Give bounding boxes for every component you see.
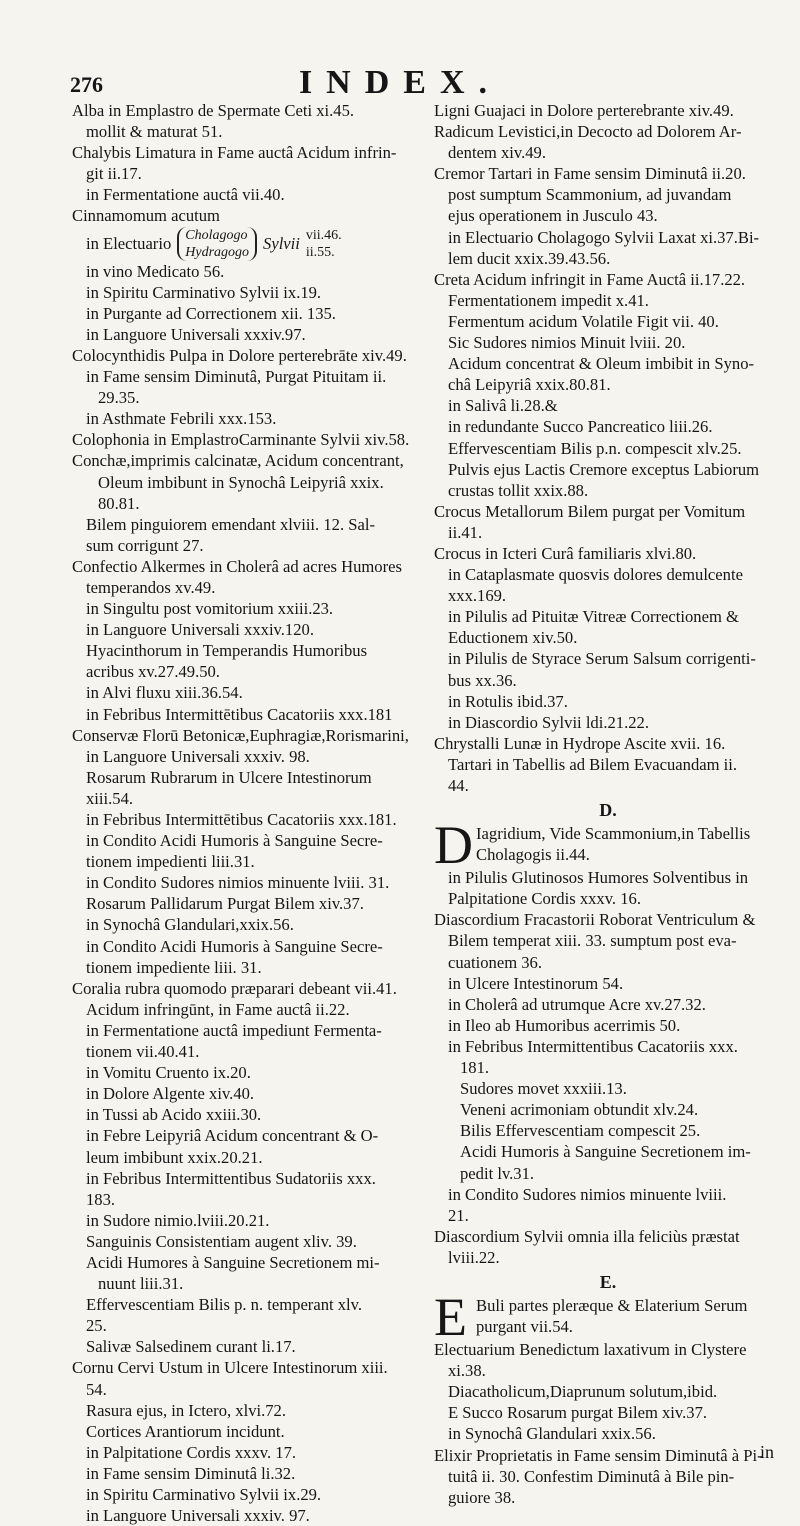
index-line: Electuarium Benedictum laxativum in Clystere [434, 1340, 747, 1360]
index-line: in Synochâ Glandulari,xxix.56. [86, 915, 294, 935]
index-line: Bilem temperat xiii. 33. sumptum post eva- [448, 931, 737, 951]
index-line: in Diascordio Sylvii ldi.21.22. [448, 712, 649, 732]
index-line: Bilem pinguiorem emendant xlviii. 12. Sal- [86, 514, 375, 534]
index-line: Confectio Alkermes in Cholerâ ad acres Humores [72, 556, 402, 576]
index-line: mollit & maturat 51. [86, 122, 223, 142]
index-line: purgant vii.54. [476, 1317, 573, 1337]
drop-cap-entry-e [434, 1287, 782, 1348]
index-line: in Electuario Cholagogo Sylvii Laxat xi.37.Bi- [448, 227, 760, 247]
brace-entry [72, 227, 424, 261]
index-line: in Condito Acidi Humoris à Sanguine Secre- [86, 936, 383, 956]
index-line: lem ducit xxix.39.43.56. [448, 248, 611, 268]
index-line: Rosarum Rubrarum in Ulcere Intestinorum [86, 767, 372, 787]
index-line: in Dolore Algente xiv.40. [86, 1084, 255, 1104]
catchword: in [759, 1442, 774, 1462]
index-line: git ii.17. [86, 164, 142, 184]
index-line: Crocus in Icteri Curâ familiaris xlvi.80. [434, 543, 697, 563]
index-line: nuunt liii.31. [98, 1274, 184, 1294]
index-line: acribus xv.27.49.50. [86, 662, 220, 682]
index-line: Veneni acrimoniam obtundit xlv.24. [460, 1100, 699, 1120]
index-line: Chrystalli Lunæ in Hydrope Ascite xvii. 16. [434, 733, 726, 753]
index-line: in Fame sensim Diminutâ, Purgat Pituitam ii. [86, 367, 387, 387]
index-line: Tartari in Tabellis ad Bilem Evacuandam ii. [448, 754, 738, 774]
index-line: in Salivâ li.28.& [448, 396, 558, 416]
index-line: 80.81. [98, 493, 140, 513]
index-line: Diascordium Sylvii omnia illa feliciùs præstat [434, 1226, 740, 1246]
index-line: in Febribus Intermittentibus Cacatoriis xxx. [448, 1036, 738, 1056]
index-line: in Pilulis ad Pituitæ Vitreæ Correctionem & [448, 607, 739, 627]
index-line: in Fermentatione auctâ vii.40. [86, 185, 285, 205]
index-line: Colocynthidis Pulpa in Dolore perterebrāte xiv.49. [72, 345, 407, 365]
index-line: Rosarum Pallidarum Purgat Bilem xiv.37. [86, 894, 364, 914]
index-line: in Febribus Intermittētibus Cacatoriis xxx.181 [86, 704, 393, 724]
index-line: Hyacinthorum in Temperandis Humoribus [86, 641, 368, 661]
index-line: in Pilulis de Styrace Serum Salsum corrigenti- [448, 649, 756, 669]
index-line: xxx.169. [448, 586, 507, 606]
index-line: in Ileo ab Humoribus acerrimis 50. [448, 1015, 681, 1035]
index-line: Bilis Effervescentiam compescit 25. [460, 1121, 701, 1141]
index-line: in Pilulis Glutinosos Humores Solventibus in [448, 868, 749, 888]
index-line: in Fermentatione auctâ impediunt Fermenta- [86, 1020, 382, 1040]
index-line: in Languore Universali xxxiv.97. [86, 324, 306, 344]
index-line: Effervescentiam Bilis p.n. compescit xlv.25. [448, 438, 742, 458]
index-line: Oleum imbibunt in Synochâ Leipyriâ xxix. [98, 472, 384, 492]
index-line: Chalybis Limatura in Fame auctâ Acidum infrin- [72, 143, 397, 163]
index-line: in Febre Leipyriâ Acidum concentrant & O- [86, 1126, 379, 1146]
index-line: Rasura ejus, in Ictero, xlvi.72. [86, 1400, 287, 1420]
left-column [72, 100, 424, 1526]
index-line: 181. [460, 1058, 490, 1078]
index-line: Cholagogis ii.44. [476, 845, 590, 865]
index-line: Fermentum acidum Volatile Figit vii. 40. [448, 311, 719, 331]
index-line: tuitâ ii. 30. Confestim Diminutâ à Bile pin- [448, 1466, 735, 1486]
index-line: Acidi Humoris à Sanguine Secretionem im- [460, 1142, 751, 1162]
index-line: in Condito Acidi Humoris à Sanguine Secre- [86, 831, 383, 851]
index-line: leum imbibunt xxix.20.21. [86, 1147, 263, 1167]
brace-value: ii.55. [305, 244, 335, 260]
brace-lead: in Electuario [86, 234, 172, 254]
index-line: Sanguinis Consistentiam augent xliv. 39. [86, 1231, 357, 1251]
index-line: in Synochâ Glandulari xxix.56. [448, 1424, 656, 1444]
index-line: in Palpitatione Cordis xxxv. 17. [86, 1442, 297, 1462]
brace-item: Cholagogo [185, 227, 248, 243]
index-line: in Condito Sudores nimios minuente lviii. 31. [86, 873, 390, 893]
index-line: in Cataplasmate quosvis dolores demulcente [448, 565, 743, 585]
index-line: Diascordium Fracastorii Roborat Ventriculum & [434, 910, 756, 930]
brace-item: Hydragogo [185, 244, 250, 260]
index-line: Fermentationem impedit x.41. [448, 290, 649, 310]
index-line: in Cholerâ ad utrumque Acre xv.27.32. [448, 994, 706, 1014]
index-line: Elixir Proprietatis in Fame sensim Diminutâ à Pi- [434, 1445, 763, 1465]
index-line: Salivæ Salsedinem curant li.17. [86, 1337, 296, 1357]
index-line: Pulvis ejus Lactis Cremore exceptus Labiorum [448, 459, 760, 479]
index-line: ii.41. [448, 522, 483, 542]
index-line: 54. [86, 1379, 107, 1399]
index-line: tionem vii.40.41. [86, 1042, 200, 1062]
index-line: in Purgante ad Correctionem xii. 135. [86, 303, 336, 323]
index-line: Effervescentiam Bilis p. n. temperant xlv. [86, 1295, 363, 1315]
index-line: guiore 38. [448, 1487, 516, 1507]
index-line: in Languore Universali xxxiv.120. [86, 620, 314, 640]
index-line: bus xx.36. [448, 670, 517, 690]
index-line: Diacatholicum,Diaprunum solutum,ibid. [448, 1382, 718, 1402]
index-line: xiii.54. [86, 788, 134, 808]
index-line: in Condito Sudores nimios minuente lviii. [448, 1184, 727, 1204]
index-line: Palpitatione Cordis xxxv. 16. [448, 889, 641, 909]
index-line: Acidi Humores à Sanguine Secretionem mi- [86, 1252, 380, 1272]
index-line: dentem xiv.49. [448, 143, 547, 163]
index-line: ejus operationem in Jusculo 43. [448, 206, 658, 226]
index-line: in Febribus Intermittētibus Cacatoriis xxx.181. [86, 810, 397, 829]
index-line: 44. [448, 776, 469, 795]
index-line: Radicum Levistici,in Decocto ad Dolorem Ar- [434, 122, 742, 142]
index-line: crustas tollit xxix.88. [448, 480, 589, 500]
index-line: Alba in Emplastro de Spermate Ceti xi.45. [72, 101, 355, 120]
index-line: in Rotulis ibid.37. [448, 691, 568, 711]
index-line: in Languore Universali xxxiv. 98. [86, 746, 310, 766]
right-column [434, 100, 782, 1508]
index-line: Conchæ,imprimis calcinatæ, Acidum concentrant, [72, 451, 404, 471]
index-line: 29.35. [98, 388, 140, 408]
brace-author: Sylvii [263, 234, 300, 254]
index-line: Coralia rubra quomodo præparari debeant vii.41. [72, 978, 397, 998]
index-line: in Fame sensim Diminutâ li.32. [86, 1463, 296, 1483]
index-line: in redundante Succo Pancreatico liii.26. [448, 417, 713, 437]
brace-value: vii.46. [305, 227, 342, 243]
index-line: Cortices Arantiorum incidunt. [86, 1421, 285, 1441]
section-heading-e: E. [599, 1271, 617, 1292]
index-line: 21. [448, 1205, 469, 1225]
brace-values [306, 227, 342, 261]
drop-cap: E [434, 1287, 467, 1348]
index-line: Acidum concentrat & Oleum imbibit in Syno- [448, 354, 755, 374]
index-line: in Asthmate Febrili xxx.153. [86, 409, 277, 429]
index-line: Iagridium, Vide Scammonium,in Tabellis [476, 824, 751, 844]
index-line: Cremor Tartari in Fame sensim Diminutâ ii.20. [434, 164, 746, 184]
index-line: Conservæ Florū Betonicæ,Euphragiæ,Rorismarini, [72, 725, 409, 745]
index-line: Cinnamomum acutum [72, 206, 220, 226]
drop-cap-entry-d [434, 815, 782, 876]
index-line: in Languore Universali xxxiv. 97. [86, 1506, 310, 1526]
index-line: in Spiritu Carminativo Sylvii ix.29. [86, 1485, 322, 1504]
index-line: Sudores movet xxxiii.13. [460, 1079, 627, 1099]
page-number: 276 [70, 72, 103, 97]
index-line: E Succo Rosarum purgat Bilem xiv.37. [448, 1403, 708, 1423]
drop-cap: D [434, 815, 473, 876]
index-line: Creta Acidum infringit in Fame Auctâ ii.17.22. [434, 269, 746, 289]
index-line: Ligni Guajaci in Dolore perterebrante xiv.49. [434, 101, 734, 120]
index-line: in Ulcere Intestinorum 54. [448, 973, 624, 993]
index-line: Acidum infringūnt, in Fame auctâ ii.22. [86, 999, 350, 1019]
index-line: in Febribus Intermittentibus Sudatoriis xxx. [86, 1168, 376, 1188]
index-line: post sumptum Scammonium, ad juvandam [448, 185, 732, 205]
index-line: in Sudore nimio.lviii.20.21. [86, 1210, 270, 1230]
index-line: châ Leipyriâ xxix.80.81. [448, 375, 611, 395]
index-line: tionem impedienti liii.31. [86, 852, 255, 872]
index-line: tionem impediente liii. 31. [86, 957, 262, 977]
index-line: Buli partes pleræque & Elaterium Serum [476, 1296, 748, 1316]
index-line: lviii.22. [448, 1247, 500, 1267]
index-line: Eductionem xiv.50. [448, 628, 578, 648]
index-line: 25. [86, 1316, 107, 1336]
index-line: xi.38. [448, 1361, 486, 1381]
index-line: cuationem 36. [448, 952, 543, 972]
index-line: 183. [86, 1189, 116, 1209]
index-line: temperandos xv.49. [86, 577, 216, 597]
index-line: in Alvi fluxu xiii.36.54. [86, 683, 243, 703]
index-line: in vino Medicato 56. [86, 261, 225, 281]
running-head: INDEX. [298, 64, 502, 101]
brace-items [177, 227, 257, 261]
section-heading-d: D. [599, 800, 617, 821]
index-line: pedit lv.31. [460, 1163, 535, 1183]
index-line: Sic Sudores nimios Minuit lviii. 20. [448, 333, 686, 353]
index-line: Colophonia in EmplastroCarminante Sylvii xiv.58. [72, 430, 410, 450]
index-line: in Tussi ab Acido xxiii.30. [86, 1105, 262, 1125]
index-line: in Spiritu Carminativo Sylvii ix.19. [86, 282, 322, 302]
index-line: Cornu Cervi Ustum in Ulcere Intestinorum xiii. [72, 1358, 388, 1378]
index-line: in Vomitu Cruento ix.20. [86, 1063, 251, 1083]
index-line: Crocus Metallorum Bilem purgat per Vomitum [434, 501, 746, 521]
index-line: sum corrigunt 27. [86, 535, 204, 555]
index-line: in Singultu post vomitorium xxiii.23. [86, 599, 334, 619]
